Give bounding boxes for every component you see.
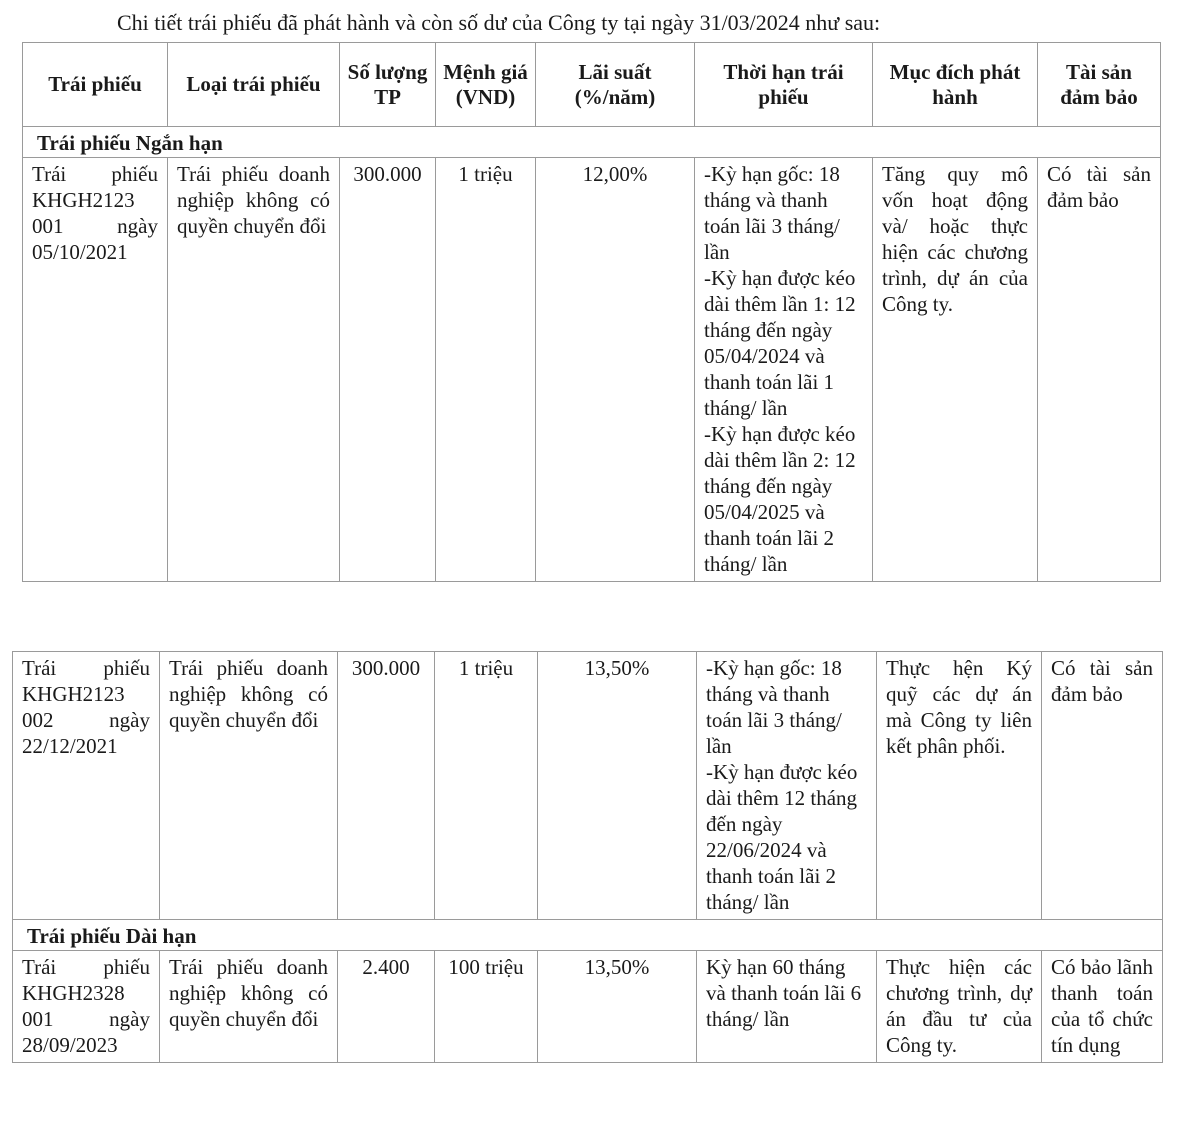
section-row-short <box>23 127 1161 158</box>
cell-collateral: Có tài sản đảm bảo <box>1042 652 1163 920</box>
term-line: -Kỳ hạn gốc: 18 tháng và thanh toán lãi 3 tháng/ lần <box>706 656 842 758</box>
cell-quantity: 2.400 <box>338 951 435 1063</box>
header-quantity: Số lượng TP <box>340 43 436 127</box>
cell-rate: 12,00% <box>536 158 695 582</box>
header-collateral: Tài sản đảm bảo <box>1038 43 1161 127</box>
bond-table-part-2 <box>12 651 1163 1063</box>
section-title-short: Trái phiếu Ngắn hạn <box>23 127 1161 158</box>
header-term: Thời hạn trái phiếu <box>695 43 873 127</box>
cell-bond: Trái phiếu KHGH2123 001 ngày 05/10/2021 <box>23 158 168 582</box>
cell-type: Trái phiếu doanh nghiệp không có quyền chuyển đổi <box>160 652 338 920</box>
cell-par-value: 1 triệu <box>435 652 538 920</box>
cell-quantity: 300.000 <box>340 158 436 582</box>
section-row-long <box>13 920 1163 951</box>
cell-bond: Trái phiếu KHGH2328 001 ngày 28/09/2023 <box>13 951 160 1063</box>
cell-rate: 13,50% <box>538 951 697 1063</box>
table-row <box>13 951 1163 1063</box>
cell-collateral: Có bảo lãnh thanh toán của tổ chức tín dụng <box>1042 951 1163 1063</box>
term-line: -Kỳ hạn được kéo dài thêm lần 1: 12 tháng đến ngày 05/04/2024 và thanh toán lãi 1 tháng/ lần <box>704 266 856 420</box>
cell-par-value: 1 triệu <box>436 158 536 582</box>
section-title-long: Trái phiếu Dài hạn <box>13 920 1163 951</box>
cell-purpose: Thực hiện các chương trình, dự án đầu tư của Công ty. <box>877 951 1042 1063</box>
cell-purpose: Tăng quy mô vốn hoạt động và/ hoặc thực hiện các chương trình, dự án của Công ty. <box>873 158 1038 582</box>
table-header-row <box>23 43 1161 127</box>
cell-purpose: Thực hện Ký quỹ các dự án mà Công ty liên kết phân phối. <box>877 652 1042 920</box>
header-type: Loại trái phiếu <box>168 43 340 127</box>
bond-table-part-1 <box>22 42 1161 582</box>
cell-type: Trái phiếu doanh nghiệp không có quyền chuyển đổi <box>160 951 338 1063</box>
cell-bond: Trái phiếu KHGH2123 002 ngày 22/12/2021 <box>13 652 160 920</box>
table-row <box>13 652 1163 920</box>
header-rate: Lãi suất (%/năm) <box>536 43 695 127</box>
header-purpose: Mục đích phát hành <box>873 43 1038 127</box>
cell-term <box>697 652 877 920</box>
cell-term <box>695 158 873 582</box>
cell-par-value: 100 triệu <box>435 951 538 1063</box>
cell-term <box>697 951 877 1063</box>
header-par-value: Mệnh giá (VND) <box>436 43 536 127</box>
cell-rate: 13,50% <box>538 652 697 920</box>
table-row <box>23 158 1161 582</box>
cell-type: Trái phiếu doanh nghiệp không có quyền chuyển đổi <box>168 158 340 582</box>
cell-collateral: Có tài sản đảm bảo <box>1038 158 1161 582</box>
term-line: -Kỳ hạn được kéo dài thêm 12 tháng đến ngày 22/06/2024 và thanh toán lãi 2 tháng/ lần <box>706 760 858 914</box>
term-line: Kỳ hạn 60 tháng và thanh toán lãi 6 tháng/ lần <box>706 955 862 1031</box>
intro-text: Chi tiết trái phiếu đã phát hành và còn số dư của Công ty tại ngày 31/03/2024 như sau: <box>117 10 881 35</box>
term-line: -Kỳ hạn gốc: 18 tháng và thanh toán lãi 3 tháng/ lần <box>704 162 840 264</box>
cell-quantity: 300.000 <box>338 652 435 920</box>
header-bond: Trái phiếu <box>23 43 168 127</box>
term-line: -Kỳ hạn được kéo dài thêm lần 2: 12 tháng đến ngày 05/04/2025 và thanh toán lãi 2 tháng/ lần <box>704 422 856 576</box>
